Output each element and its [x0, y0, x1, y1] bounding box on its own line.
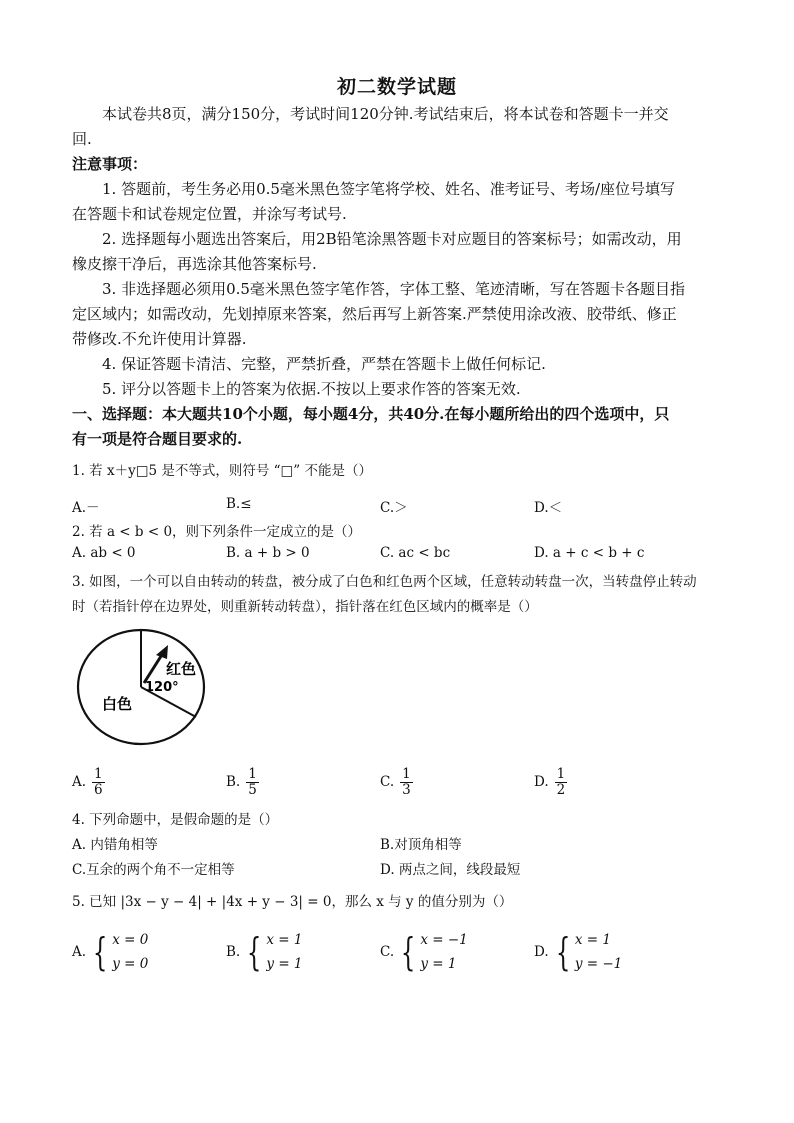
question-2-options — [72, 545, 724, 567]
brace-icon: { — [92, 930, 108, 974]
equation-row: x = 1 — [574, 932, 611, 948]
option-letter: A. — [72, 774, 87, 790]
option-c: C. ac < bc — [380, 545, 451, 561]
equation-system — [242, 928, 302, 976]
equation-row: y = 0 — [112, 956, 149, 972]
option-a — [72, 927, 148, 977]
numerator: 1 — [94, 766, 103, 782]
option-c — [380, 927, 468, 977]
spinner-figure — [76, 627, 206, 747]
option-d — [534, 767, 567, 798]
option-a — [72, 767, 105, 798]
red-region-label: 红色 — [166, 660, 197, 678]
section-heading-line-2: 有一项是符合题目要求的. — [72, 430, 243, 448]
question-4-options-row-2 — [72, 858, 724, 880]
option-c — [380, 767, 413, 798]
note-line: 2. 选择题每小题选出答案后，用2B铅笔涂黑答题卡对应题目的答案标号；如需改动，用 — [102, 230, 682, 248]
option-letter: D. — [534, 944, 549, 960]
question-3-stem-line-2: 时（若指针停在边界处，则重新转动转盘），指针落在红色区域内的概率是（） — [72, 599, 538, 615]
option-b: B.≤ — [226, 496, 252, 512]
white-region-label: 白色 — [102, 695, 133, 713]
option-letter: D. — [534, 774, 549, 790]
option-b — [226, 927, 303, 977]
option-d: D. a + c < b + c — [534, 545, 645, 561]
intro-line-2: 回. — [72, 130, 92, 148]
page-title: 初二数学试题 — [336, 76, 457, 98]
question-3-options — [72, 767, 724, 807]
question-4-options-row-1 — [72, 833, 724, 855]
brace-icon: { — [555, 930, 570, 974]
section-heading-line-1: 一、选择题：本大题共10个小题，每小题4分，共40分.在每小题所给出的四个选项中，只 — [72, 405, 670, 423]
note-line: 4. 保证答题卡清洁、完整，严禁折叠，严禁在答题卡上做任何标记. — [102, 355, 546, 373]
equation-system — [88, 928, 148, 976]
option-letter: B. — [226, 774, 241, 790]
note-line: 在答题卡和试卷规定位置，并涂写考试号. — [72, 205, 347, 223]
option-d — [534, 927, 622, 977]
numerator: 1 — [556, 766, 566, 782]
option-a: A. 内错角相等 — [72, 837, 158, 853]
note-line: 1. 答题前，考生务必用0.5毫米黑色签字笔将学校、姓名、准考证号、考场/座位号填写 — [102, 180, 675, 198]
angle-label: 120° — [145, 680, 179, 695]
fraction — [400, 767, 413, 798]
denominator: 6 — [94, 782, 103, 798]
question-1-options — [72, 496, 724, 518]
option-letter: C. — [380, 944, 395, 960]
note-line: 橡皮擦干净后，再选涂其他答案标号. — [72, 255, 317, 273]
option-a: A. ab < 0 — [72, 545, 136, 561]
option-c: C.＞ — [380, 500, 408, 516]
note-line: 5. 评分以答题卡上的答案为依据.不按以上要求作答的答案无效. — [102, 380, 521, 398]
brace-icon: { — [247, 930, 262, 974]
equation-row: y = −1 — [574, 956, 623, 972]
option-d: D.＜ — [534, 500, 563, 516]
equation-row: y = 1 — [420, 956, 457, 972]
numerator: 1 — [248, 766, 257, 782]
option-b: B. a + b > 0 — [226, 545, 310, 561]
option-b: B.对顶角相等 — [380, 837, 462, 853]
question-3-stem-line-1: 3. 如图，一个可以自由转动的转盘，被分成了白色和红色两个区域，任意转动转盘一次，当转盘停止转动 — [72, 574, 697, 590]
note-line: 带修改.不允许使用计算器. — [72, 330, 247, 348]
question-1-stem: 1. 若 x＋y□5 是不等式，则符号 “□” 不能是（） — [72, 463, 372, 479]
denominator: 2 — [556, 782, 566, 798]
denominator: 5 — [248, 782, 257, 798]
equation-system — [396, 928, 468, 976]
note-line: 3. 非选择题必须用0.5毫米黑色签字笔作答，字体工整、笔迹清晰，写在答题卡各题目指 — [102, 280, 685, 298]
fraction — [246, 767, 259, 798]
option-c: C.互余的两个角不一定相等 — [72, 862, 235, 878]
equation-row: x = −1 — [420, 932, 468, 948]
intro-line-1: 本试卷共8页，满分150分，考试时间120分钟.考试结束后，将本试卷和答题卡一并交 — [102, 105, 669, 123]
notes-heading: 注意事项： — [72, 155, 148, 173]
brace-icon: { — [400, 930, 416, 974]
numerator: 1 — [402, 766, 411, 782]
option-letter: B. — [226, 944, 241, 960]
equation-row: y = 1 — [266, 956, 303, 972]
question-5-options — [72, 927, 724, 979]
option-a: A.－ — [72, 500, 100, 516]
equation-row: x = 1 — [266, 932, 303, 948]
option-b — [226, 767, 259, 798]
option-letter: A. — [72, 944, 87, 960]
question-2-stem: 2. 若 a < b < 0，则下列条件一定成立的是（） — [72, 524, 362, 540]
denominator: 3 — [402, 782, 411, 798]
equation-system — [551, 928, 623, 976]
option-letter: C. — [380, 774, 395, 790]
equation-row: x = 0 — [112, 932, 149, 948]
question-5-stem: 5. 已知 |3x − y − 4| + |4x + y − 3| = 0，那么 x 与 y 的值分别为（） — [72, 894, 513, 910]
fraction — [555, 767, 568, 798]
note-line: 定区域内；如需改动，先划掉原来答案，然后再写上新答案.严禁使用涂改液、胶带纸、修正 — [72, 305, 677, 323]
fraction — [92, 767, 105, 798]
question-4-stem: 4. 下列命题中，是假命题的是（） — [72, 812, 279, 828]
option-d: D. 两点之间，线段最短 — [380, 862, 521, 878]
